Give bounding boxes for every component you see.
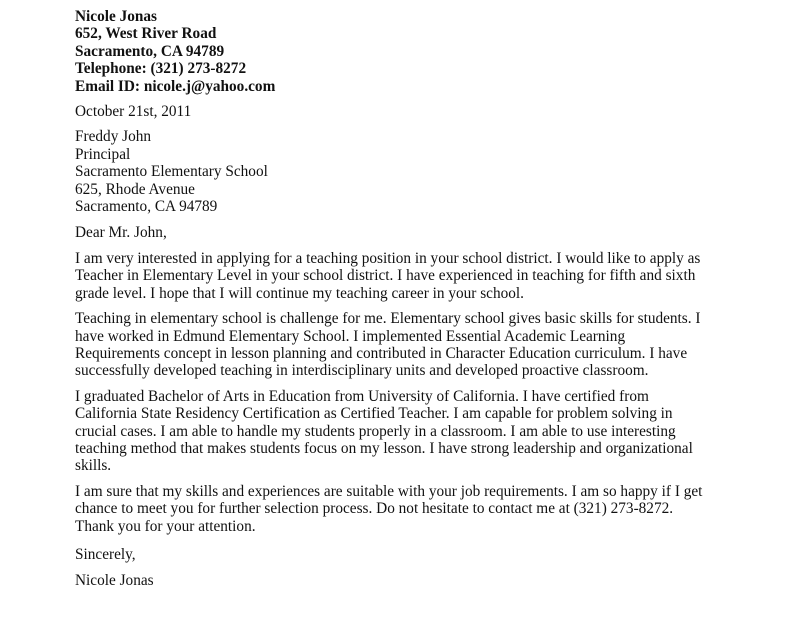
recipient-name: Freddy John <box>75 128 152 146</box>
sender-name: Nicole Jonas <box>75 8 158 25</box>
paragraph-line: Teacher in Elementary Level in your school district. I have experienced in teaching for fifth and sixth <box>75 267 696 285</box>
sender-street: 652, West River Road <box>75 25 217 43</box>
paragraph-line: teaching method that makes students focus on my lesson. I have strong leadership and organizational <box>75 439 693 457</box>
signature-name: Nicole Jonas <box>75 572 154 590</box>
paragraph-line: Thank you for your attention. <box>75 517 256 535</box>
paragraph-line: chance to meet you for further selection process. Do not hesitate to contact me at (321) 273-8272. <box>75 500 674 518</box>
paragraph-line: California State Residency Certification as Certified Teacher. I am capable for problem solving in <box>75 405 673 423</box>
sender-city: Sacramento, CA 94789 <box>75 42 225 60</box>
paragraph-line: I graduated Bachelor of Arts in Education from University of California. I have certified from <box>75 387 649 405</box>
body-paragraph-3 <box>75 388 775 475</box>
paragraph-line: successfully developed teaching in interdisciplinary units and developed proactive classroom. <box>75 362 649 380</box>
recipient-street: 625, Rhode Avenue <box>75 180 195 198</box>
recipient-school: Sacramento Elementary School <box>75 163 268 181</box>
paragraph-line: have worked in Edmund Elementary School. I implemented Essential Academic Learning <box>75 327 626 345</box>
letter-date: October 21st, 2011 <box>75 103 192 121</box>
sender-block <box>75 8 775 95</box>
recipient-city: Sacramento, CA 94789 <box>75 198 218 216</box>
sender-telephone: Telephone: (321) 273-8272 <box>75 60 247 78</box>
paragraph-line: I am sure that my skills and experiences are suitable with your job requirements. I am so happy if I get <box>75 482 703 500</box>
closing: Sincerely, <box>75 545 136 563</box>
body-paragraph-4 <box>75 483 775 535</box>
sender-email: Email ID: nicole.j@yahoo.com <box>75 77 276 95</box>
recipient-title: Principal <box>75 145 131 163</box>
paragraph-line: crucial cases. I am able to handle my students properly in a classroom. I am able to use interesting <box>75 422 676 440</box>
salutation: Dear Mr. John, <box>75 224 167 242</box>
cover-letter <box>75 8 775 590</box>
paragraph-line: I am very interested in applying for a teaching position in your school district. I would like to apply as <box>75 249 701 267</box>
paragraph-line: Teaching in elementary school is challenge for me. Elementary school gives basic skills for students. I <box>75 310 701 328</box>
paragraph-line: skills. <box>75 457 112 475</box>
body-paragraph-2 <box>75 310 775 380</box>
paragraph-line: Requirements concept in lesson planning and contributed in Character Education curriculum. I have <box>75 344 688 362</box>
body-paragraph-1 <box>75 250 775 302</box>
recipient-block <box>75 128 775 215</box>
paragraph-line: grade level. I hope that I will continue my teaching career in your school. <box>75 284 524 302</box>
